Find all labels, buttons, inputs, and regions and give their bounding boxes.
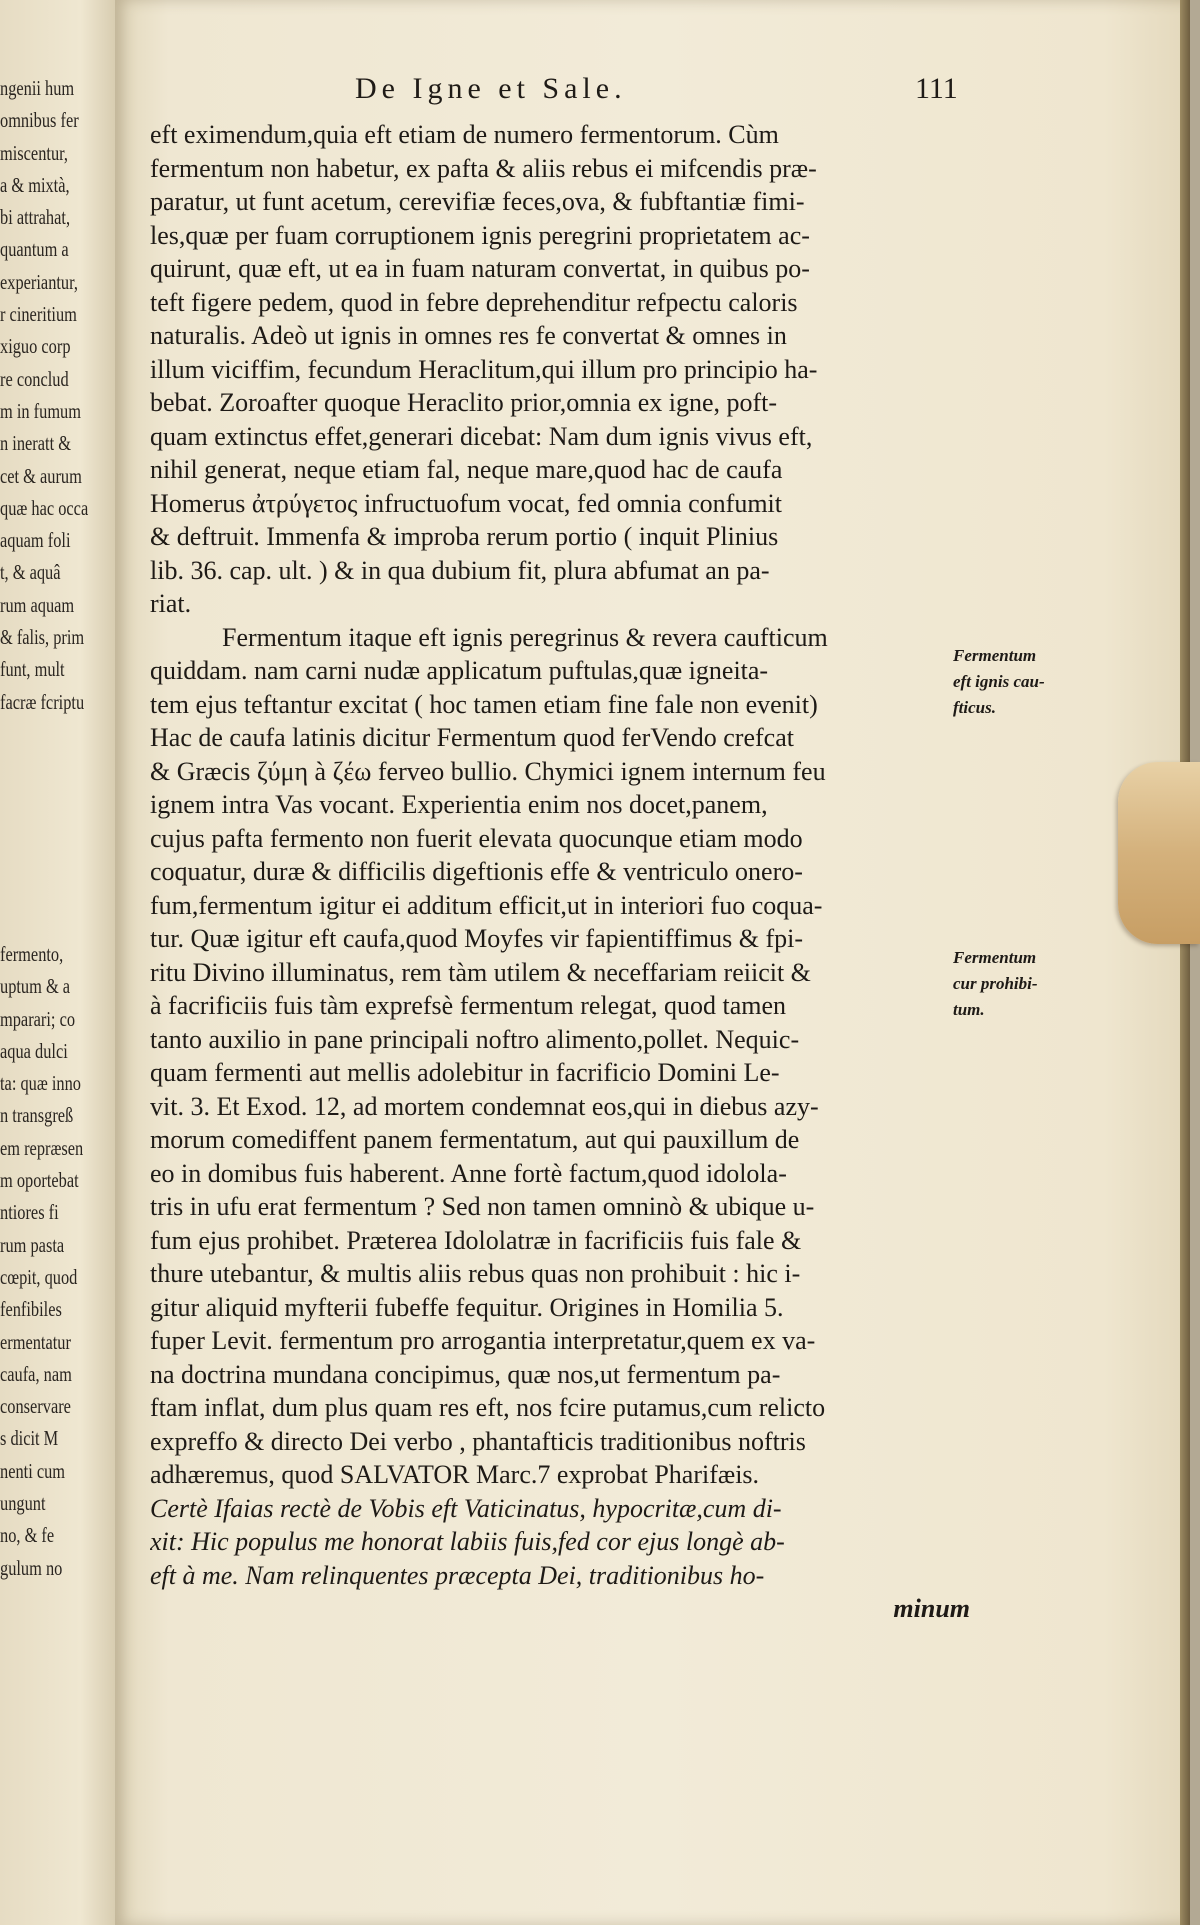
text-line: fum,fermentum igitur ei additum efficit,ut in interiori fuo coqua- (150, 890, 823, 920)
text-line: nihil generat, neque etiam fal, neque mare,quod hac de caufa (150, 455, 783, 484)
text-line: na doctrina mundana concipimus, quæ nos,ut fermentum pa- (150, 1359, 781, 1389)
text-line: Hac de caufa latinis dicitur Fermentum quod ferVendo crefcat (150, 723, 794, 752)
previous-page-line: caufa, nam (0, 1361, 72, 1386)
previous-page-line: xiguo corp (0, 334, 71, 359)
previous-page-line: quæ hac occa (0, 495, 89, 520)
previous-page-line: ungunt (0, 1491, 46, 1516)
text-line: quirunt, quæ eft, ut ea in fuam naturam convertat, in quibus po- (150, 254, 810, 283)
previous-page-line: mparari; co (0, 1006, 76, 1031)
text-line: quam extinctus effet,generari dicebat: Nam dum ignis vivus eft, (150, 421, 813, 451)
text-line: expreffo & directo Dei verbo , phantafticis traditionibus noftris (150, 1426, 806, 1456)
text-line: vit. 3. Et Exod. 12, ad mortem condemnat eos,qui in diebus azy- (150, 1091, 819, 1121)
text-line: quiddam. nam carni nudæ applicatum puftulas,quæ igneita- (150, 656, 769, 685)
text-line: adhæremus, quod SALVATOR Marc.7 exprobat Pharifæis. (150, 1460, 760, 1489)
marginal-note-fermentum-causticus (953, 643, 1093, 721)
text-line: ignem intra Vas vocant. Experientia enim nos docet,panem, (150, 790, 768, 819)
previous-page-line: facræ fcriptu (0, 689, 85, 714)
text-line: eft à me. Nam relinquentes præcepta Dei, traditionibus ho- (150, 1560, 765, 1590)
marginal-note-line: eft ignis cau- (953, 672, 1045, 691)
text-line: tris in ufu erat fermentum ? Sed non tamen omninò & ubique u- (150, 1192, 815, 1221)
previous-page-line: s dicit M (0, 1426, 59, 1451)
text-line: fermentum non habetur, ex pafta & aliis rebus ei mifcendis præ- (150, 153, 817, 183)
text-line: ftam inflat, dum plus quam res eft, nos fcire putamus,cum relicto (150, 1393, 826, 1422)
text-line: tem ejus teftantur excitat ( hoc tamen etiam fine fale non evenit) (150, 689, 818, 719)
text-line: coquatur, duræ & difficilis digeftionis effe & ventriculo onero- (150, 857, 803, 886)
text-line: les,quæ per fuam corruptionem ignis peregrini proprietatem ac- (150, 220, 810, 250)
text-line: Certè Ifaias rectè de Vobis eft Vaticinatus, hypocritæ,cum di- (150, 1493, 782, 1523)
previous-page-line: a & mixtà, (0, 172, 70, 197)
text-line: à facrificiis fuis tàm exprefsè fermentum relegat, quod tamen (150, 991, 787, 1020)
previous-page-line: cet & aurum (0, 463, 82, 488)
previous-page-line: ntiores fi (0, 1200, 59, 1225)
text-line: lib. 36. cap. ult. ) & in qua dubium fit, plura abfumat an pa- (150, 555, 770, 585)
previous-page-line: quantum a (0, 237, 69, 262)
running-head: De Igne et Sale. (355, 72, 627, 105)
text-line: Fermentum itaque eft ignis peregrinus & revera caufticum (222, 622, 828, 652)
page-edge-shadow (1180, 0, 1190, 1925)
previous-page-line: experiantur, (0, 269, 79, 294)
previous-page-line: n transgreß (0, 1103, 74, 1128)
previous-page-edge (0, 0, 115, 1925)
previous-page-line: fenfibiles (0, 1297, 62, 1322)
body-text (150, 118, 970, 1626)
text-line: thure utebantur, & multis aliis rebus quas non prohibuit : hic i- (150, 1259, 801, 1288)
previous-page-line: re conclud (0, 366, 69, 391)
book-page (115, 0, 1190, 1925)
previous-page-line: nenti cum (0, 1458, 66, 1483)
text-line: bebat. Zoroafter quoque Heraclito prior,omnia ex igne, poft- (150, 388, 778, 417)
previous-page-line: m oportebat (0, 1168, 79, 1193)
text-line: & deftruit. Immenfa & improba rerum portio ( inquit Plinius (150, 522, 779, 551)
text-line: Homerus ἀτρύγετος infructuofum vocat, fed omnia confumit (150, 488, 782, 518)
previous-page-line: gulum no (0, 1555, 63, 1580)
previous-page-line: n ineratt & (0, 431, 71, 456)
previous-page-line: aquam foli (0, 528, 71, 553)
previous-page-fragment-bottom (0, 938, 115, 1584)
previous-page-line: omnibus fer (0, 108, 79, 133)
previous-page-line: r cineritium (0, 302, 77, 327)
text-line: fum ejus prohibet. Præterea Idololatræ in facrificiis fuis fale & (150, 1225, 802, 1255)
previous-page-line: bi attrahat, (0, 205, 71, 230)
previous-page-line: fermento, (0, 942, 64, 966)
previous-page-line: em repræsen (0, 1135, 84, 1160)
text-line: minum (893, 1594, 970, 1623)
text-line: teft figere pedem, quod in febre deprehenditur refpectu caloris (150, 287, 798, 317)
previous-page-line: ta: quæ inno (0, 1071, 81, 1096)
previous-page-line: m in fumum (0, 398, 81, 423)
text-line: illum viciffim, fecundum Heraclitum,qui illum pro principio ha- (150, 354, 818, 384)
text-line: morum comediffent panem fermentatum, aut qui pauxillum de (150, 1125, 800, 1154)
marginal-note-fermentum-prohibitum (953, 945, 1093, 1023)
marginal-note-line: fticus. (953, 698, 996, 717)
previous-page-line: funt, mult (0, 657, 65, 682)
previous-page-line: cœpit, quod (0, 1264, 78, 1289)
text-line: riat. (150, 589, 192, 618)
text-line: tanto auxilio in pane principali noftro alimento,pollet. Nequic- (150, 1024, 800, 1054)
previous-page-line: & falis, prim (0, 625, 85, 650)
page-number: 111 (915, 72, 958, 105)
marginal-note-line: tum. (953, 1000, 985, 1019)
text-line: tur. Quæ igitur eft caufa,quod Moyfes vir fapientiffimus & fpi- (150, 924, 803, 953)
previous-page-line: miscentur, (0, 140, 69, 165)
previous-page-line: no, & fe (0, 1523, 55, 1548)
text-line: ritu Divino illuminatus, rem tàm utilem & neceffariam reiicit & (150, 957, 811, 987)
text-line: gitur aliquid myfterii fubeffe fequitur. Origines in Homilia 5. (150, 1292, 784, 1322)
previous-page-line: rum pasta (0, 1232, 65, 1257)
previous-page-line: rum aquam (0, 592, 75, 617)
text-line: eo in domibus fuis haberent. Anne fortè factum,quod idolola- (150, 1158, 787, 1188)
text-line: fuper Levit. fermentum pro arrogantia interpretatur,quem ex va- (150, 1326, 816, 1355)
marginal-note-line: cur prohibi- (953, 974, 1038, 993)
text-line: quam fermenti aut mellis adolebitur in facrificio Domini Le- (150, 1058, 780, 1087)
text-line: naturalis. Adeò ut ignis in omnes res fe convertat & omnes in (150, 321, 787, 350)
text-line: eft eximendum,quia eft etiam de numero fermentorum. Cùm (150, 120, 779, 149)
previous-page-fragment-top (0, 72, 115, 718)
text-line: & Græcis ζύμη à ζέω ferveo bullio. Chymici ignem internum feu (150, 756, 826, 786)
previous-page-line: ngenii hum (0, 76, 75, 100)
wooden-page-clip (1118, 762, 1200, 944)
text-line: xit: Hic populus me honorat labiis fuis,fed cor ejus longè ab- (150, 1527, 785, 1556)
text-line: paratur, ut funt acetum, cerevifiæ feces,ova, & fubftantiæ fimi- (150, 187, 805, 216)
text-line: cujus pafta fermento non fuerit elevata quocunque etiam modo (150, 823, 803, 853)
marginal-note-line: Fermentum (953, 646, 1037, 665)
previous-page-line: t, & aquâ (0, 560, 61, 585)
previous-page-line: uptum & a (0, 974, 71, 999)
marginal-note-line: Fermentum (953, 948, 1037, 967)
previous-page-line: aqua dulci (0, 1038, 68, 1063)
previous-page-line: ermentatur (0, 1329, 71, 1354)
previous-page-line: conservare (0, 1394, 71, 1419)
